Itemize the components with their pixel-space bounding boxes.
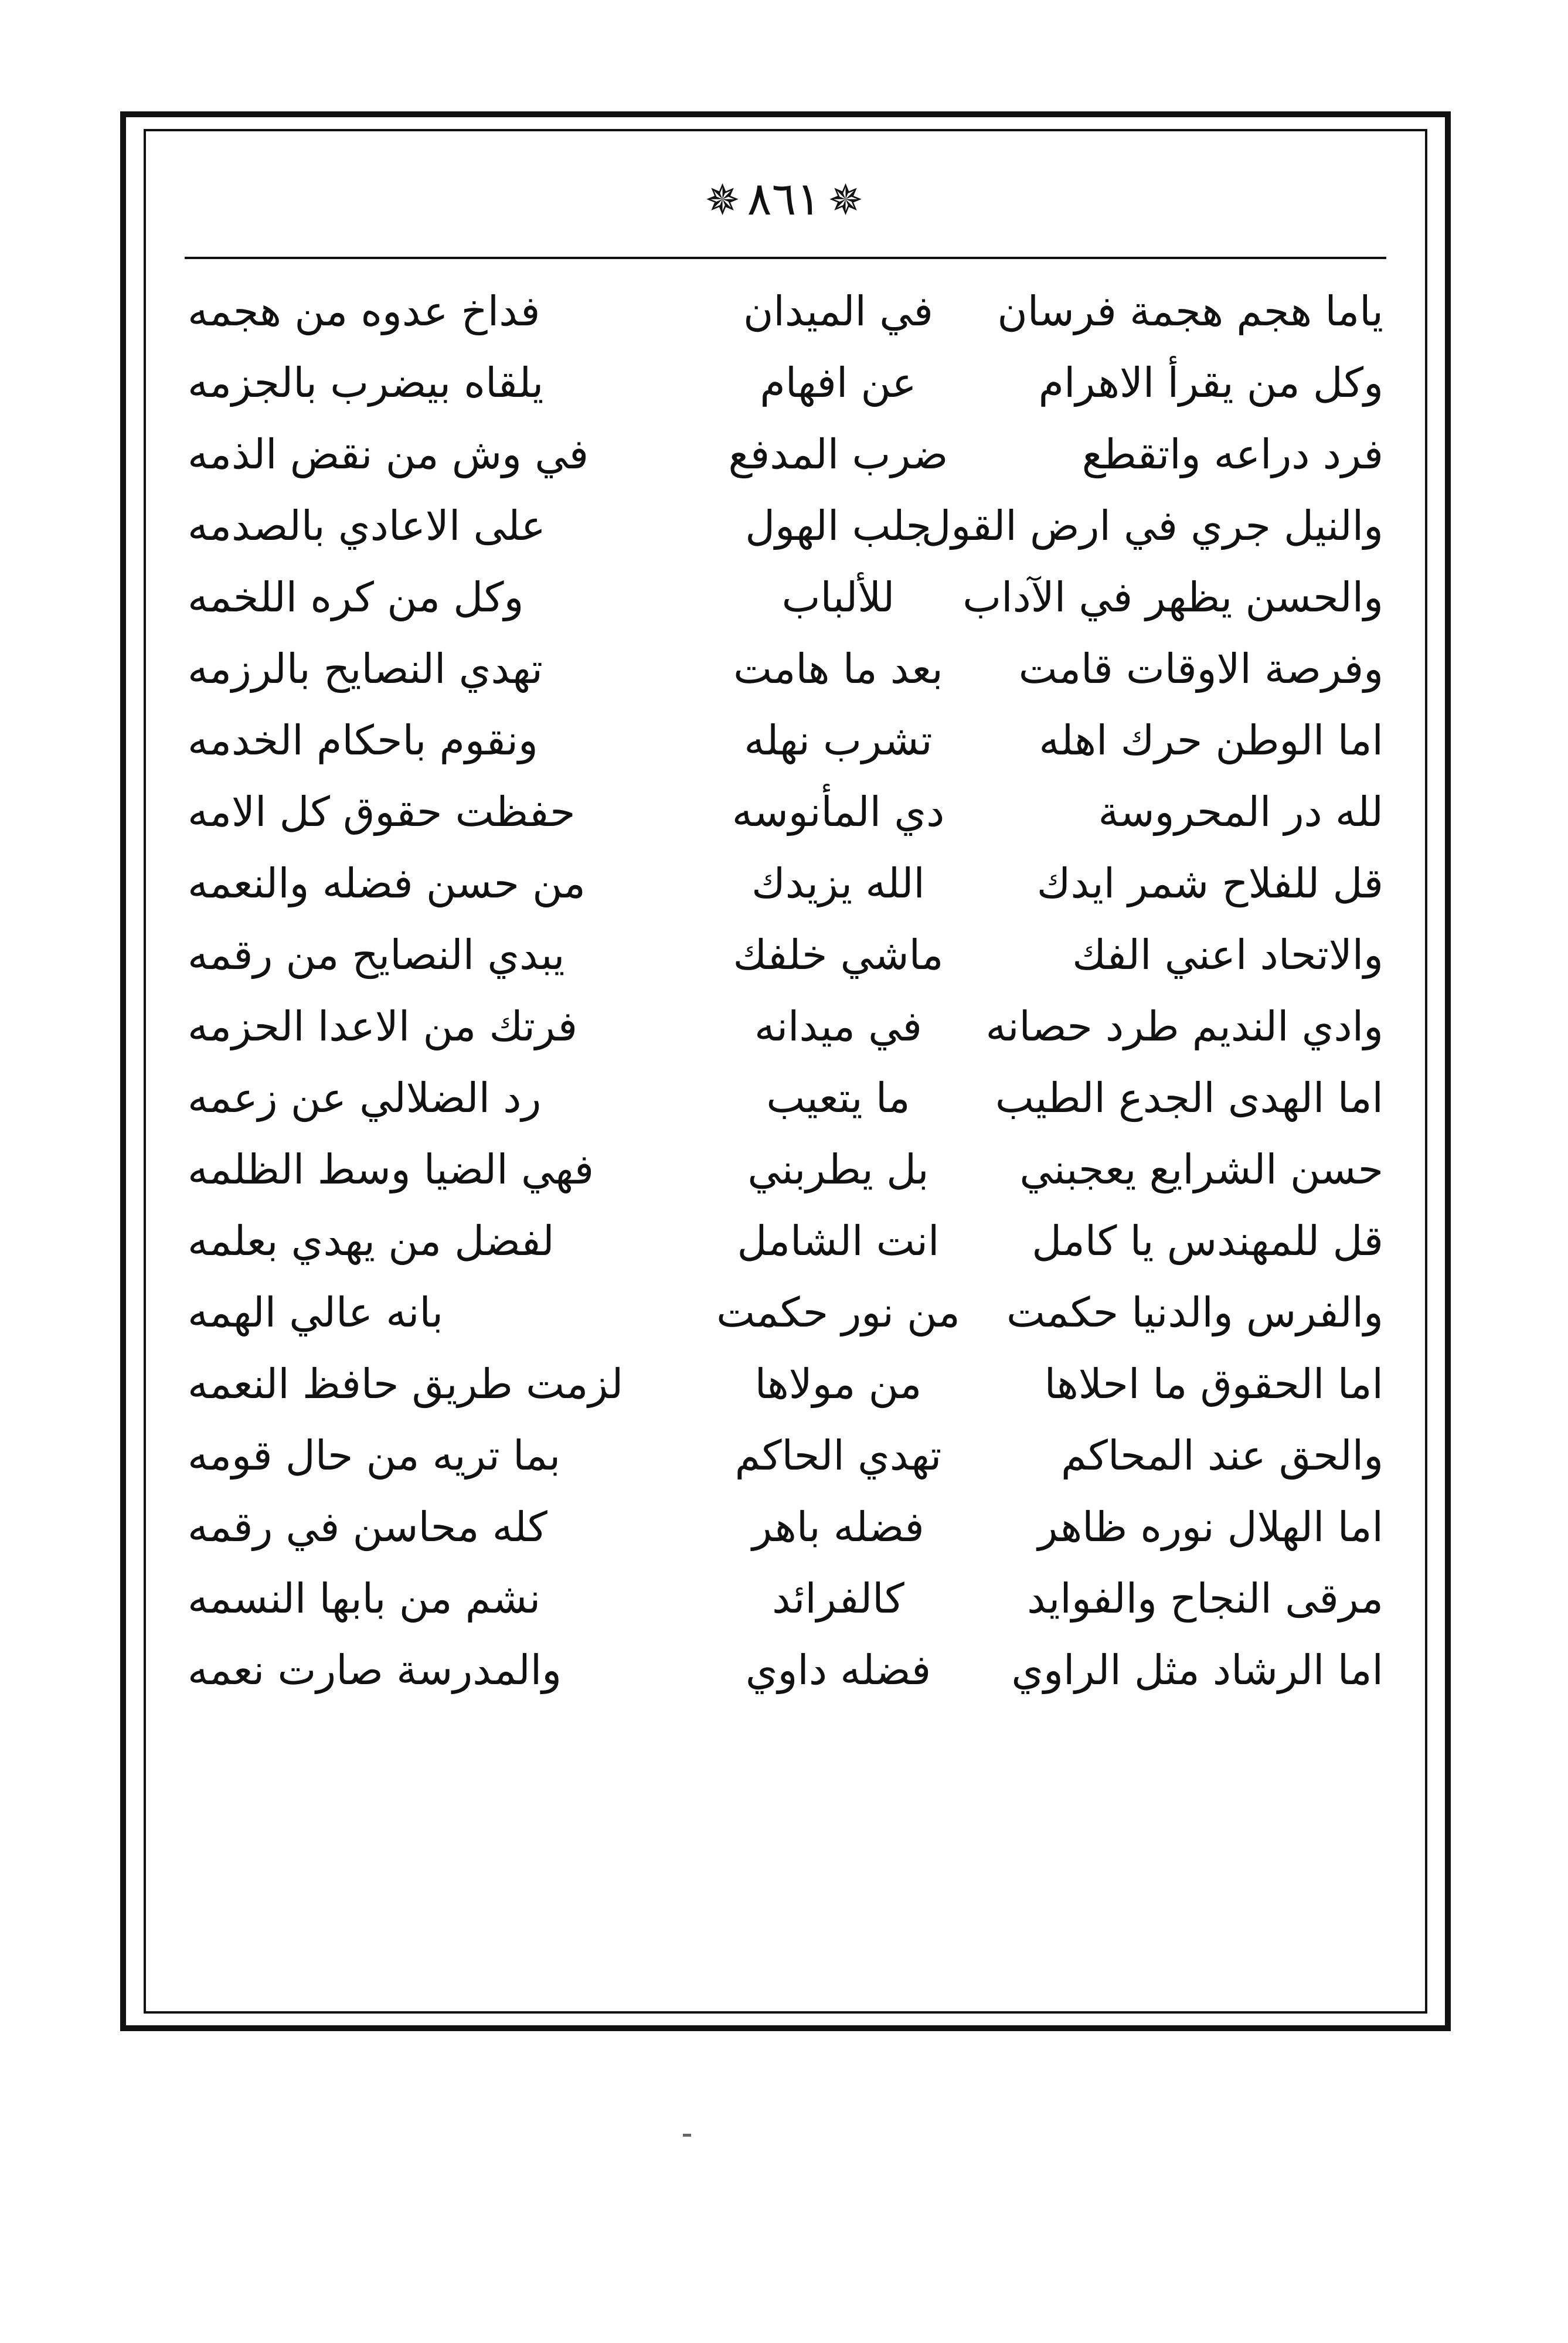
verse-segment-c1: اما الهلال نوره ظاهر <box>1038 1503 1383 1551</box>
verse-segment-c1: والحسن يظهر في الآداب <box>962 573 1383 621</box>
verse-segment-c2: انت الشامل <box>737 1217 940 1265</box>
verse-line <box>188 1563 1383 1634</box>
page-number: ٨٦١ <box>747 173 821 226</box>
header-rule <box>185 257 1386 259</box>
verse-segment-c3: رد الضلالي عن زعمه <box>188 1074 542 1122</box>
verse-segment-c1: وفرصة الاوقات قامت <box>1018 645 1383 693</box>
verse-segment-c3: فرتك من الاعدا الحزمه <box>188 1002 578 1050</box>
verse-segment-c1: اما الهدى الجدع الطيب <box>995 1074 1383 1122</box>
verse-segment-c2: ماشي خلفك <box>733 931 944 979</box>
verse-segment-c3: فداخ عدوه من هجمه <box>188 287 540 335</box>
verse-segment-c2: بعد ما هامت <box>733 645 943 693</box>
verse-segment-c3: بانه عالي الهمه <box>188 1288 444 1337</box>
verse-segment-c2: فضله باهر <box>752 1503 924 1551</box>
verse-segment-c2: جلب الهول <box>745 502 931 550</box>
verse-line <box>188 776 1383 848</box>
verse-line <box>188 705 1383 776</box>
verse-line <box>188 1491 1383 1563</box>
verse-line <box>188 1420 1383 1491</box>
verse-segment-c2: ضرب المدفع <box>728 430 948 478</box>
stray-mark <box>683 2134 691 2137</box>
verse-segment-c2: فضله داوي <box>745 1646 931 1694</box>
verse-segment-c2: في ميدانه <box>754 1002 922 1050</box>
verse-segment-c1: قل للمهندس يا كامل <box>1032 1217 1383 1265</box>
verse-line <box>188 1205 1383 1277</box>
verse-segment-c1: وادي النديم طرد حصانه <box>985 1002 1383 1050</box>
verse-line <box>188 419 1383 490</box>
verse-segment-c2: للألباب <box>781 573 895 621</box>
verse-line <box>188 1348 1383 1420</box>
verse-line <box>188 1062 1383 1134</box>
verse-segment-c3: ونقوم باحكام الخدمه <box>188 716 538 764</box>
verse-segment-c1: حسن الشرايع يعجبني <box>1019 1145 1383 1193</box>
verse-segment-c3: في وش من نقض الذمه <box>188 430 589 478</box>
verse-line <box>188 562 1383 633</box>
verse-segment-c2: الله يزيدك <box>751 859 925 907</box>
verse-line <box>188 347 1383 419</box>
verse-segment-c3: تهدي النصايح بالرزمه <box>188 645 543 693</box>
verse-segment-c3: يبدي النصايح من رقمه <box>188 931 565 979</box>
verse-segment-c1: والاتحاد اعني الفك <box>1072 931 1383 979</box>
verse-segment-c1: ياما هجم هجمة فرسان <box>997 287 1383 335</box>
page-header <box>0 161 1568 237</box>
ornament-left: ✵ <box>705 175 740 225</box>
verse-segment-c2: من مولاها <box>754 1360 922 1408</box>
verse-segment-c1: قل للفلاح شمر ايدك <box>1036 859 1383 907</box>
verse-segment-c3: على الاعادي بالصدمه <box>188 502 546 550</box>
verse-segment-c3: لزمت طريق حافظ النعمه <box>188 1360 624 1408</box>
verse-segment-c3: نشم من بابها النسمه <box>188 1575 541 1623</box>
verse-line <box>188 633 1383 705</box>
verse-segment-c2: من نور حكمت <box>716 1288 960 1337</box>
verse-segment-c1: والحق عند المحاكم <box>1061 1431 1383 1480</box>
ornament-right: ✵ <box>828 175 863 225</box>
verse-segment-c3: من حسن فضله والنعمه <box>188 859 586 907</box>
verse-line <box>188 490 1383 562</box>
verse-segment-c3: فهي الضيا وسط الظلمه <box>188 1145 594 1193</box>
verse-segment-c3: كله محاسن في رقمه <box>188 1503 547 1551</box>
poem-body <box>188 276 1383 1706</box>
verse-segment-c2: في الميدان <box>743 287 934 335</box>
verse-segment-c1: اما الحقوق ما احلاها <box>1044 1360 1383 1408</box>
verse-line <box>188 1134 1383 1205</box>
verse-segment-c3: والمدرسة صارت نعمه <box>188 1646 562 1694</box>
verse-segment-c3: حفظت حقوق كل الامه <box>188 788 576 836</box>
verse-segment-c1: وكل من يقرأ الاهرام <box>1038 359 1383 407</box>
verse-segment-c2: دي المأنوسه <box>732 788 945 836</box>
verse-segment-c2: تهدي الحاكم <box>734 1431 942 1480</box>
verse-segment-c2: ما يتعيب <box>766 1074 910 1122</box>
verse-segment-c1: فرد دراعه واتقطع <box>1081 430 1383 478</box>
verse-line <box>188 276 1383 347</box>
verse-segment-c3: يلقاه بيضرب بالجزمه <box>188 359 544 407</box>
verse-segment-c1: اما الوطن حرك اهله <box>1039 716 1383 764</box>
verse-line <box>188 1634 1383 1706</box>
verse-segment-c1: والفرس والدنيا حكمت <box>1006 1288 1383 1337</box>
verse-segment-c2: عن افهام <box>760 359 917 407</box>
verse-segment-c1: والنيل جري في ارض القول <box>921 502 1383 550</box>
verse-segment-c1: لله در المحروسة <box>1098 788 1383 836</box>
verse-segment-c3: لفضل من يهدي بعلمه <box>188 1217 555 1265</box>
verse-segment-c2: تشرب نهله <box>744 716 933 764</box>
verse-segment-c2: بل يطربني <box>747 1145 929 1193</box>
verse-segment-c1: اما الرشاد مثل الراوي <box>1011 1646 1383 1694</box>
verse-line <box>188 848 1383 919</box>
verse-segment-c2: كالفرائد <box>772 1575 904 1623</box>
verse-segment-c3: بما تريه من حال قومه <box>188 1431 561 1480</box>
verse-segment-c1: مرقى النجاح والفوايد <box>1027 1575 1383 1623</box>
verse-line <box>188 1277 1383 1348</box>
verse-line <box>188 919 1383 991</box>
verse-segment-c3: وكل من كره اللخمه <box>188 573 524 621</box>
verse-line <box>188 991 1383 1062</box>
